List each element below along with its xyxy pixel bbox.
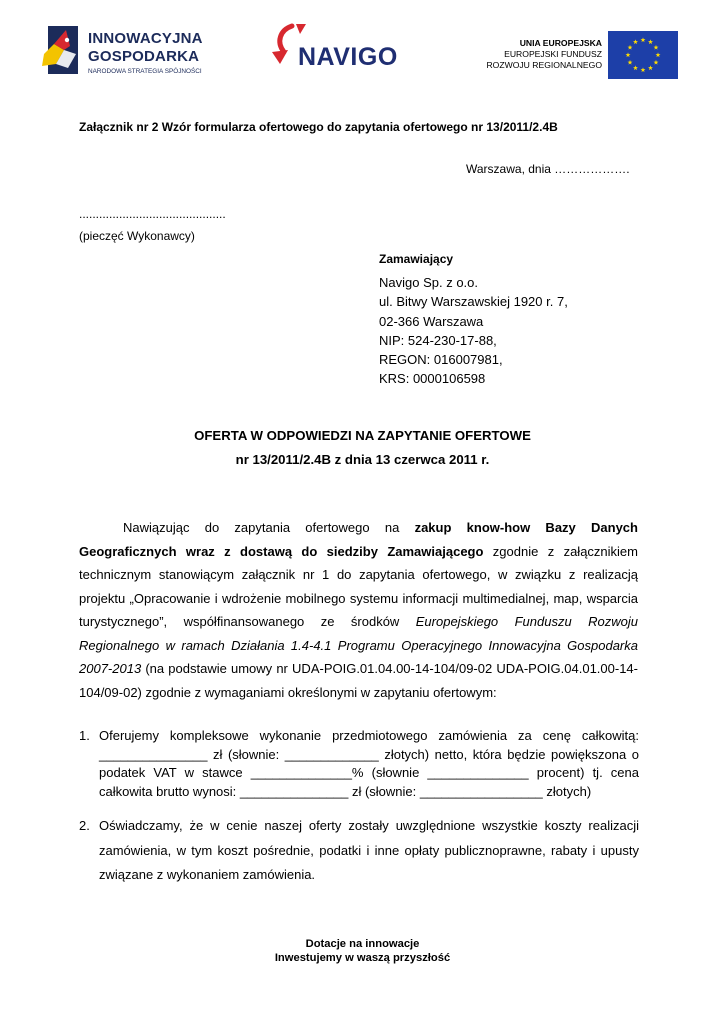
client-line: REGON: 016007981, [379,352,503,368]
place-date: Warszawa, dnia ………………. [466,162,630,176]
client-heading: Zamawiający [379,252,454,266]
offer-title: OFERTA W ODPOWIEDZI NA ZAPYTANIE OFERTOWE [194,428,531,443]
navigo-logo [270,22,430,74]
client-line: Navigo Sp. z o.o. [379,275,478,290]
logo-left-line2: GOSPODARKA [88,48,200,65]
intro-text-3: (na podstawie umowy nr UDA-POIG.01.04.00-14-104/09-02 UDA-POIG.04.01.00-14-104/09-02) zgodnie z wymaganiami określonymi w zapytaniu ofertowym: [79,661,638,700]
client-address [379,273,568,389]
footer-line2: Inwestujemy w waszą przyszłość [274,952,451,964]
eu-fund-text [470,38,602,71]
intro-subject: zakup know-how Bazy Danych Geograficznych wraz z dostawą do siedziby Zamawiającego [79,520,638,559]
logo-left-line3: NARODOWA STRATEGIA SPÓJNOŚCI [88,68,202,75]
client-line: NIP: 524-230-17-88, [379,332,497,348]
navigo-wordmark: NAVIGO [298,43,398,71]
logo-left-line1: INNOWACYJNA [88,30,203,47]
offer-item-costs [79,814,639,888]
eu-line1: UNIA EUROPEJSKA [519,38,602,48]
stamp-placeholder: ............................................ [79,207,226,221]
offer-subtitle: nr 13/2011/2.4B z dnia 13 czerwca 2011 r. [235,452,490,467]
eu-line2: EUROPEJSKI FUNDUSZ [504,49,602,59]
client-line: ul. Bitwy Warszawskiej 1920 r. 7, [379,294,568,310]
attachment-title: Załącznik nr 2 Wzór formularza ofertowego do zapytania ofertowego nr 13/2011/2.4B [79,120,558,134]
stamp-label: (pieczęć Wykonawcy) [79,229,195,243]
offer-item-price [79,727,639,801]
item-number: 2. [79,818,90,834]
client-line: 02-366 Warszawa [379,313,484,329]
item-text: Oferujemy kompleksowe wykonanie przedmiotowego zamówienia za cenę całkowitą: _______________ zł (słownie: _____________ złotych) netto, która będzie powiększona o podatek VAT w stawce ______________% (słownie ______________ procent) tj. cena całkowita brutto wynosi: _______________ zł (słownie: _________________ złotych) [99,728,639,799]
innowacyjna-gospodarka-logo [40,24,225,82]
innowacyjna-gospodarka-emblem-icon [40,24,80,78]
item-text: Oświadczamy, że w cenie naszej oferty zostały uwzględnione wszystkie koszty realizacji zamówienia, w tym koszt pośrednie, podatki i inne opłaty publicznoprawne, rabaty i upusty związane z wykonaniem zamówienia. [99,818,639,883]
footer-line1: Dotacje na innowacje [305,938,420,950]
intro-text-2: zgodnie z załącznikiem technicznym stanowiącym załącznik nr 1 do zapytania ofertowego, w związku z realizacją projektu „Opracowanie i wdrożenie mobilnego systemu informacji multimedialnej, map, wsparcia turystycznego”, współfinansowanego ze środków [79,543,638,629]
eu-flag-icon [608,31,678,79]
intro-fund-name: Europejskiego Funduszu Rozwoju Regionalnego w ramach Działania 1.4-4.1 Programu Operacyjnego Innowacyjna Gospodarka 2007-2013 [79,614,638,676]
intro-text-1: Nawiązując do zapytania ofertowego na [123,520,415,535]
eu-line3: ROZWOJU REGIONALNEGO [486,60,602,70]
offer-items-list [79,727,639,888]
client-line: KRS: 0000106598 [379,371,486,387]
intro-paragraph [79,516,638,704]
item-number: 1. [79,728,90,743]
